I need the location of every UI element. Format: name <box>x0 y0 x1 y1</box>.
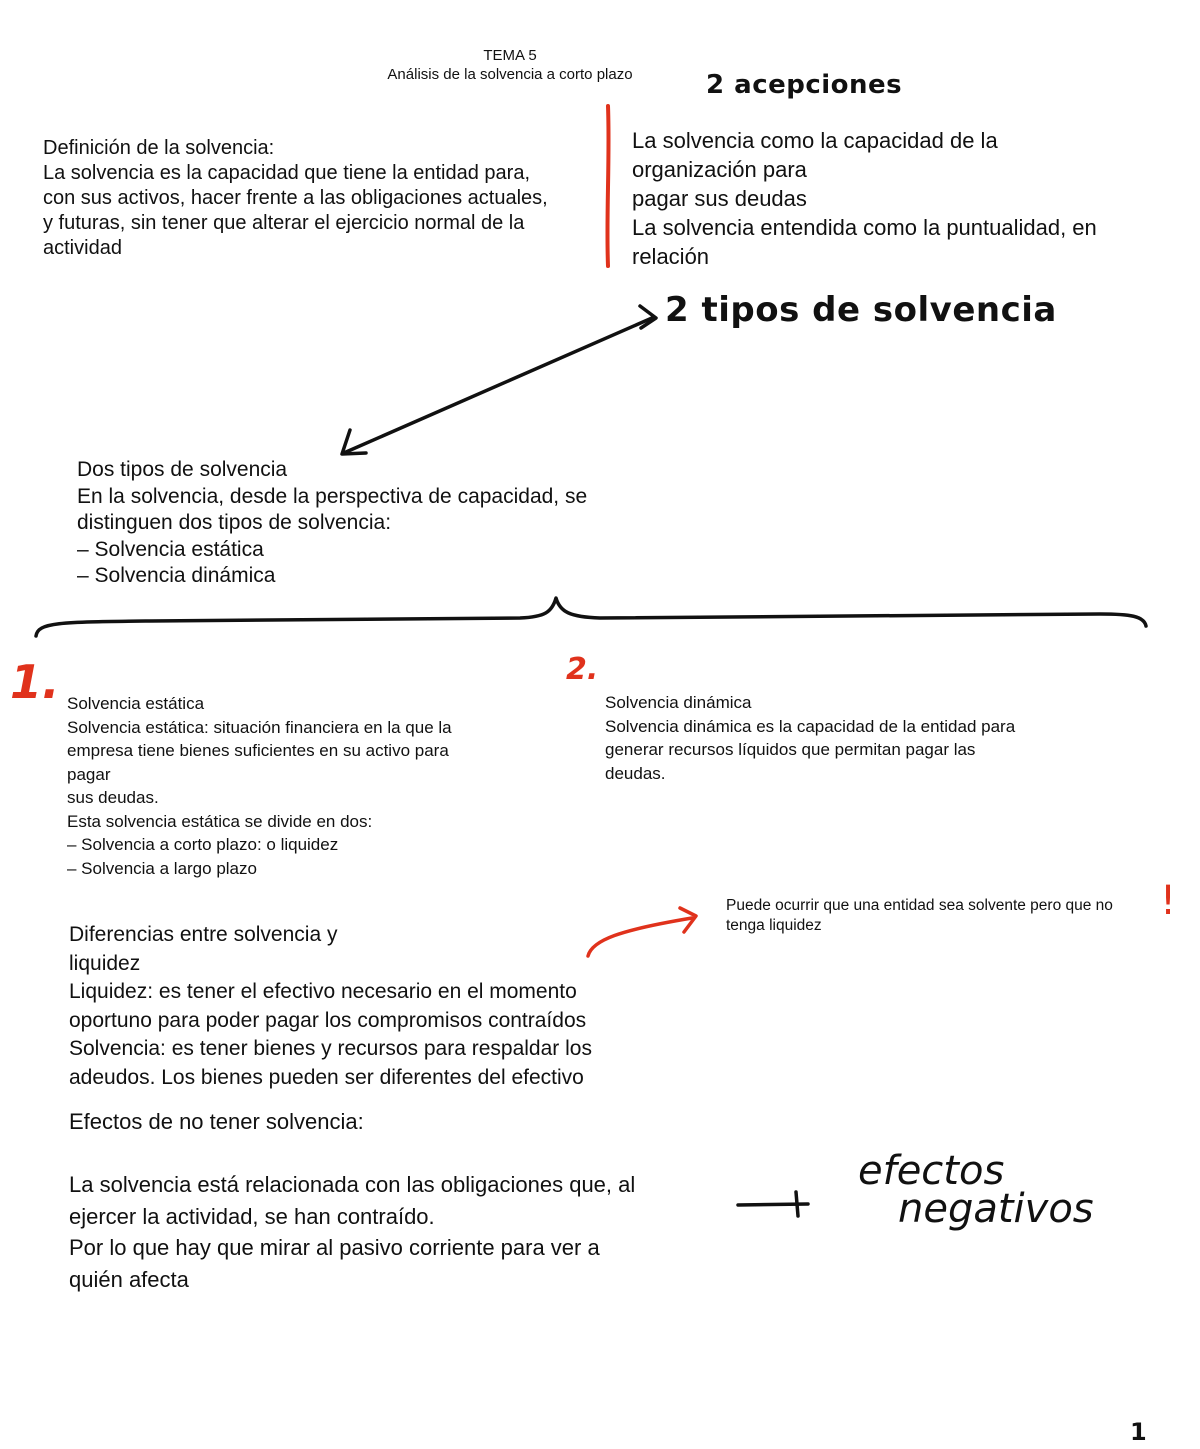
estatica-line: empresa tiene bienes suficientes en su activo para <box>67 741 449 760</box>
double-arrow-icon <box>346 318 652 452</box>
diferencias-line: Diferencias entre solvencia y <box>69 923 338 946</box>
tema-subtitle: Análisis de la solvencia a corto plazo <box>387 66 633 83</box>
acepcion-line: relación <box>632 244 710 269</box>
diferencias-line: Solvencia: es tener bienes y recursos para respaldar los <box>69 1037 592 1061</box>
efectos-line: La solvencia está relacionada con las obligaciones que, al <box>69 1172 636 1197</box>
curly-brace-icon <box>36 598 1146 636</box>
tema-title: TEMA 5 <box>483 47 537 64</box>
page-number: 1 <box>1130 1418 1147 1446</box>
efectos-line: ejercer la actividad, se han contraído. <box>69 1203 435 1229</box>
estatica-line: Solvencia estática: situación financiera en la que la <box>67 717 452 737</box>
arrowhead-right-icon <box>640 306 656 328</box>
acepcion-line: organización para <box>632 157 807 182</box>
dinamica-line: Solvencia dinámica <box>605 693 752 712</box>
definicion-line: con sus activos, hacer frente a las obligaciones actuales, <box>43 187 548 209</box>
acepcion-line: La solvencia entendida como la puntualidad, en <box>632 215 1097 240</box>
dos-tipos-line: Dos tipos de solvencia <box>77 458 288 481</box>
nota-line: tenga liquidez <box>726 917 822 934</box>
acepciones-annotation: 2 acepciones <box>706 70 903 100</box>
efectos-annotation-line2: negativos <box>898 1186 1094 1232</box>
efectos-line: quién afecta <box>69 1266 189 1292</box>
estatica-line: – Solvencia a corto plazo: o liquidez <box>67 835 339 854</box>
nota-exclamation-mark: ! <box>1160 878 1177 924</box>
efectos-heading: Efectos de no tener solvencia: <box>69 1109 364 1134</box>
dos-tipos-line: – Solvencia estática <box>77 537 264 561</box>
estatica-line: – Solvencia a largo plazo <box>67 858 257 878</box>
definicion-line: La solvencia es la capacidad que tiene la entidad para, <box>43 162 531 184</box>
dinamica-line: deudas. <box>605 763 666 783</box>
dos-tipos-line: En la solvencia, desde la perspectiva de capacidad, se <box>77 484 588 508</box>
dos-tipos-line: distinguen dos tipos de solvencia: <box>77 511 392 534</box>
estatica-line: Solvencia estática <box>67 694 205 713</box>
dinamica-line: Solvencia dinámica es la capacidad de la entidad para <box>605 716 1016 736</box>
diferencias-line: liquidez <box>69 951 141 975</box>
diferencias-line: adeudos. Los bienes pueden ser diferentes del efectivo <box>69 1065 584 1089</box>
dos-tipos-line: – Solvencia dinámica <box>77 564 276 587</box>
diferencias-line: Liquidez: es tener el efectivo necesario en el momento <box>69 980 577 1004</box>
red-arrow-icon <box>588 918 692 956</box>
number-one-annotation: 1. <box>10 655 60 709</box>
estatica-line: Esta solvencia estática se divide en dos: <box>67 811 373 831</box>
efectos-arrow-tick-icon <box>796 1192 798 1216</box>
tipos-annotation: 2 tipos de solvencia <box>665 290 1057 330</box>
red-divider-line <box>607 106 608 266</box>
nota-line: Puede ocurrir que una entidad sea solvente pero que no <box>726 897 1113 914</box>
efectos-line: Por lo que hay que mirar al pasivo corriente para ver a <box>69 1235 600 1260</box>
acepcion-line: pagar sus deudas <box>632 186 807 211</box>
estatica-line: sus deudas. <box>67 788 159 807</box>
definicion-line: actividad <box>43 237 122 259</box>
definicion-line: Definición de la solvencia: <box>43 137 275 159</box>
estatica-line: pagar <box>67 764 111 784</box>
dinamica-line: generar recursos líquidos que permitan pagar las <box>605 740 976 759</box>
number-two-annotation: 2. <box>566 652 599 687</box>
definicion-line: y futuras, sin tener que alterar el ejercicio normal de la <box>43 212 525 234</box>
acepcion-line: La solvencia como la capacidad de la <box>632 128 998 153</box>
efectos-annotation-line1: efectos <box>858 1148 1005 1194</box>
diferencias-line: oportuno para poder pagar los compromisos contraídos <box>69 1008 587 1032</box>
